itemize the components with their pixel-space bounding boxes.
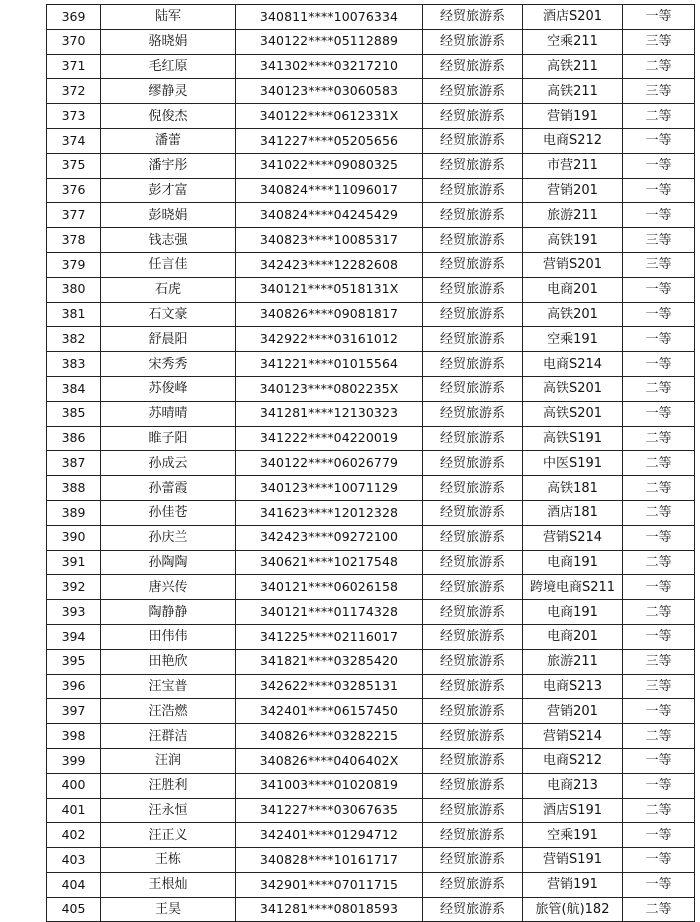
award-grade-cell: 一等 [623, 848, 695, 873]
department-cell: 经贸旅游系 [423, 252, 523, 277]
class-name-cell: 营销191 [523, 104, 623, 129]
award-grade-cell: 一等 [623, 352, 695, 377]
department-cell: 经贸旅游系 [423, 228, 523, 253]
id-number-cell: 342401****06157450 [236, 699, 423, 724]
table-row [47, 252, 695, 277]
row-number-cell: 393 [47, 600, 101, 625]
department-cell: 经贸旅游系 [423, 376, 523, 401]
table-row [47, 128, 695, 153]
class-name-cell: 高铁181 [523, 476, 623, 501]
table-row [47, 302, 695, 327]
class-name-cell: 中医S191 [523, 451, 623, 476]
award-list-table-container [46, 4, 672, 922]
student-name-cell: 苏俊峰 [101, 376, 236, 401]
id-number-cell: 341022****09080325 [236, 153, 423, 178]
student-name-cell: 潘蕾 [101, 128, 236, 153]
student-name-cell: 田艳欣 [101, 649, 236, 674]
id-number-cell: 340121****0518131X [236, 277, 423, 302]
class-name-cell: 酒店S201 [523, 5, 623, 30]
id-number-cell: 340826****09081817 [236, 302, 423, 327]
class-name-cell: 空乘191 [523, 823, 623, 848]
award-grade-cell: 二等 [623, 426, 695, 451]
table-row [47, 476, 695, 501]
award-grade-cell: 三等 [623, 649, 695, 674]
row-number-cell: 372 [47, 79, 101, 104]
student-name-cell: 汪润 [101, 748, 236, 773]
award-grade-cell: 一等 [623, 178, 695, 203]
table-row [47, 674, 695, 699]
department-cell: 经贸旅游系 [423, 748, 523, 773]
table-row [47, 327, 695, 352]
student-name-cell: 任言佳 [101, 252, 236, 277]
table-row [47, 54, 695, 79]
award-grade-cell: 二等 [623, 54, 695, 79]
table-row [47, 748, 695, 773]
table-row [47, 277, 695, 302]
id-number-cell: 341227****03067635 [236, 798, 423, 823]
table-row [47, 848, 695, 873]
table-row [47, 376, 695, 401]
award-grade-cell: 一等 [623, 153, 695, 178]
class-name-cell: 电商201 [523, 277, 623, 302]
student-name-cell: 汪群洁 [101, 724, 236, 749]
id-number-cell: 341221****01015564 [236, 352, 423, 377]
id-number-cell: 340123****10071129 [236, 476, 423, 501]
id-number-cell: 341003****01020819 [236, 773, 423, 798]
department-cell: 经贸旅游系 [423, 352, 523, 377]
student-name-cell: 舒晨阳 [101, 327, 236, 352]
class-name-cell: 电商S212 [523, 748, 623, 773]
class-name-cell: 空乘191 [523, 327, 623, 352]
row-number-cell: 396 [47, 674, 101, 699]
award-grade-cell: 二等 [623, 724, 695, 749]
id-number-cell: 340123****0802235X [236, 376, 423, 401]
class-name-cell: 跨境电商S211 [523, 575, 623, 600]
award-grade-cell: 二等 [623, 550, 695, 575]
department-cell: 经贸旅游系 [423, 649, 523, 674]
student-name-cell: 倪俊杰 [101, 104, 236, 129]
class-name-cell: 旅管(航)182 [523, 897, 623, 922]
row-number-cell: 374 [47, 128, 101, 153]
class-name-cell: 高铁S201 [523, 376, 623, 401]
row-number-cell: 389 [47, 500, 101, 525]
row-number-cell: 402 [47, 823, 101, 848]
award-grade-cell: 三等 [623, 79, 695, 104]
row-number-cell: 378 [47, 228, 101, 253]
row-number-cell: 382 [47, 327, 101, 352]
student-name-cell: 汪宝普 [101, 674, 236, 699]
table-row [47, 823, 695, 848]
class-name-cell: 营销S214 [523, 525, 623, 550]
award-grade-cell: 一等 [623, 203, 695, 228]
table-row [47, 178, 695, 203]
student-name-cell: 宋秀秀 [101, 352, 236, 377]
department-cell: 经贸旅游系 [423, 674, 523, 699]
id-number-cell: 341222****04220019 [236, 426, 423, 451]
row-number-cell: 404 [47, 872, 101, 897]
student-name-cell: 睢子阳 [101, 426, 236, 451]
award-grade-cell: 二等 [623, 600, 695, 625]
class-name-cell: 空乘211 [523, 29, 623, 54]
id-number-cell: 340122****05112889 [236, 29, 423, 54]
department-cell: 经贸旅游系 [423, 29, 523, 54]
department-cell: 经贸旅游系 [423, 203, 523, 228]
student-name-cell: 唐兴传 [101, 575, 236, 600]
department-cell: 经贸旅游系 [423, 277, 523, 302]
student-name-cell: 骆晓娟 [101, 29, 236, 54]
table-row [47, 500, 695, 525]
row-number-cell: 401 [47, 798, 101, 823]
id-number-cell: 342401****01294712 [236, 823, 423, 848]
class-name-cell: 高铁201 [523, 302, 623, 327]
class-name-cell: 电商213 [523, 773, 623, 798]
award-grade-cell: 一等 [623, 823, 695, 848]
row-number-cell: 384 [47, 376, 101, 401]
row-number-cell: 373 [47, 104, 101, 129]
row-number-cell: 370 [47, 29, 101, 54]
table-row [47, 352, 695, 377]
table-row [47, 29, 695, 54]
row-number-cell: 398 [47, 724, 101, 749]
class-name-cell: 高铁S191 [523, 426, 623, 451]
department-cell: 经贸旅游系 [423, 302, 523, 327]
department-cell: 经贸旅游系 [423, 79, 523, 104]
class-name-cell: 旅游211 [523, 649, 623, 674]
department-cell: 经贸旅游系 [423, 575, 523, 600]
department-cell: 经贸旅游系 [423, 54, 523, 79]
class-name-cell: 电商191 [523, 600, 623, 625]
row-number-cell: 388 [47, 476, 101, 501]
class-name-cell: 酒店181 [523, 500, 623, 525]
department-cell: 经贸旅游系 [423, 525, 523, 550]
award-grade-cell: 一等 [623, 748, 695, 773]
table-row [47, 104, 695, 129]
award-grade-cell: 二等 [623, 104, 695, 129]
id-number-cell: 340828****10161717 [236, 848, 423, 873]
student-name-cell: 王昊 [101, 897, 236, 922]
id-number-cell: 340123****03060583 [236, 79, 423, 104]
department-cell: 经贸旅游系 [423, 153, 523, 178]
award-grade-cell: 二等 [623, 451, 695, 476]
class-name-cell: 高铁211 [523, 54, 623, 79]
award-list-table [46, 4, 695, 922]
award-grade-cell: 二等 [623, 897, 695, 922]
row-number-cell: 371 [47, 54, 101, 79]
row-number-cell: 376 [47, 178, 101, 203]
table-row [47, 5, 695, 30]
department-cell: 经贸旅游系 [423, 178, 523, 203]
department-cell: 经贸旅游系 [423, 699, 523, 724]
id-number-cell: 340824****04245429 [236, 203, 423, 228]
table-row [47, 798, 695, 823]
student-name-cell: 苏晴晴 [101, 401, 236, 426]
student-name-cell: 汪永恒 [101, 798, 236, 823]
department-cell: 经贸旅游系 [423, 426, 523, 451]
class-name-cell: 市营211 [523, 153, 623, 178]
id-number-cell: 341281****12130323 [236, 401, 423, 426]
row-number-cell: 369 [47, 5, 101, 30]
row-number-cell: 381 [47, 302, 101, 327]
id-number-cell: 342901****07011715 [236, 872, 423, 897]
award-grade-cell: 一等 [623, 277, 695, 302]
student-name-cell: 彭才富 [101, 178, 236, 203]
class-name-cell: 电商201 [523, 624, 623, 649]
award-grade-cell: 一等 [623, 699, 695, 724]
student-name-cell: 彭晓娟 [101, 203, 236, 228]
student-name-cell: 汪浩燃 [101, 699, 236, 724]
student-name-cell: 陶静静 [101, 600, 236, 625]
id-number-cell: 340121****01174328 [236, 600, 423, 625]
table-row [47, 203, 695, 228]
student-name-cell: 孙庆兰 [101, 525, 236, 550]
class-name-cell: 营销191 [523, 872, 623, 897]
class-name-cell: 电商S214 [523, 352, 623, 377]
row-number-cell: 392 [47, 575, 101, 600]
student-name-cell: 石虎 [101, 277, 236, 302]
student-name-cell: 潘宇彤 [101, 153, 236, 178]
award-grade-cell: 三等 [623, 228, 695, 253]
award-grade-cell: 三等 [623, 674, 695, 699]
class-name-cell: 营销201 [523, 178, 623, 203]
student-name-cell: 孙成云 [101, 451, 236, 476]
table-row [47, 401, 695, 426]
row-number-cell: 386 [47, 426, 101, 451]
student-name-cell: 汪胜利 [101, 773, 236, 798]
department-cell: 经贸旅游系 [423, 476, 523, 501]
table-row [47, 773, 695, 798]
class-name-cell: 高铁191 [523, 228, 623, 253]
table-row [47, 525, 695, 550]
award-grade-cell: 三等 [623, 252, 695, 277]
row-number-cell: 379 [47, 252, 101, 277]
department-cell: 经贸旅游系 [423, 773, 523, 798]
table-row [47, 624, 695, 649]
department-cell: 经贸旅游系 [423, 897, 523, 922]
class-name-cell: 营销201 [523, 699, 623, 724]
class-name-cell: 电商191 [523, 550, 623, 575]
student-name-cell: 汪正义 [101, 823, 236, 848]
department-cell: 经贸旅游系 [423, 5, 523, 30]
id-number-cell: 341821****03285420 [236, 649, 423, 674]
row-number-cell: 380 [47, 277, 101, 302]
student-name-cell: 石文豪 [101, 302, 236, 327]
class-name-cell: 营销S214 [523, 724, 623, 749]
row-number-cell: 405 [47, 897, 101, 922]
table-row [47, 600, 695, 625]
table-row [47, 153, 695, 178]
class-name-cell: 电商S213 [523, 674, 623, 699]
student-name-cell: 王根灿 [101, 872, 236, 897]
id-number-cell: 340826****03282215 [236, 724, 423, 749]
row-number-cell: 394 [47, 624, 101, 649]
department-cell: 经贸旅游系 [423, 848, 523, 873]
student-name-cell: 缪静灵 [101, 79, 236, 104]
table-row [47, 575, 695, 600]
department-cell: 经贸旅游系 [423, 550, 523, 575]
row-number-cell: 403 [47, 848, 101, 873]
row-number-cell: 391 [47, 550, 101, 575]
class-name-cell: 酒店S191 [523, 798, 623, 823]
row-number-cell: 399 [47, 748, 101, 773]
award-grade-cell: 一等 [623, 525, 695, 550]
department-cell: 经贸旅游系 [423, 624, 523, 649]
department-cell: 经贸旅游系 [423, 724, 523, 749]
id-number-cell: 341281****08018593 [236, 897, 423, 922]
class-name-cell: 电商S212 [523, 128, 623, 153]
table-row [47, 228, 695, 253]
id-number-cell: 340823****10085317 [236, 228, 423, 253]
table-row [47, 451, 695, 476]
id-number-cell: 341302****03217210 [236, 54, 423, 79]
table-row [47, 872, 695, 897]
student-name-cell: 王栋 [101, 848, 236, 873]
department-cell: 经贸旅游系 [423, 104, 523, 129]
department-cell: 经贸旅游系 [423, 600, 523, 625]
table-row [47, 897, 695, 922]
row-number-cell: 397 [47, 699, 101, 724]
award-grade-cell: 二等 [623, 500, 695, 525]
class-name-cell: 旅游211 [523, 203, 623, 228]
row-number-cell: 400 [47, 773, 101, 798]
row-number-cell: 377 [47, 203, 101, 228]
student-name-cell: 孙佳苍 [101, 500, 236, 525]
department-cell: 经贸旅游系 [423, 872, 523, 897]
class-name-cell: 营销S191 [523, 848, 623, 873]
award-grade-cell: 一等 [623, 128, 695, 153]
id-number-cell: 341623****12012328 [236, 500, 423, 525]
id-number-cell: 340824****11096017 [236, 178, 423, 203]
department-cell: 经贸旅游系 [423, 401, 523, 426]
table-row [47, 649, 695, 674]
student-name-cell: 孙陶陶 [101, 550, 236, 575]
id-number-cell: 341225****02116017 [236, 624, 423, 649]
award-grade-cell: 一等 [623, 624, 695, 649]
department-cell: 经贸旅游系 [423, 451, 523, 476]
id-number-cell: 340826****0406402X [236, 748, 423, 773]
department-cell: 经贸旅游系 [423, 327, 523, 352]
id-number-cell: 342423****12282608 [236, 252, 423, 277]
id-number-cell: 340811****10076334 [236, 5, 423, 30]
row-number-cell: 375 [47, 153, 101, 178]
table-row [47, 550, 695, 575]
id-number-cell: 341227****05205656 [236, 128, 423, 153]
student-name-cell: 陆军 [101, 5, 236, 30]
department-cell: 经贸旅游系 [423, 128, 523, 153]
class-name-cell: 高铁S201 [523, 401, 623, 426]
award-grade-cell: 一等 [623, 773, 695, 798]
table-row [47, 724, 695, 749]
award-grade-cell: 二等 [623, 798, 695, 823]
award-grade-cell: 二等 [623, 376, 695, 401]
class-name-cell: 营销S201 [523, 252, 623, 277]
row-number-cell: 383 [47, 352, 101, 377]
id-number-cell: 340122****0612331X [236, 104, 423, 129]
award-grade-cell: 二等 [623, 476, 695, 501]
table-body [47, 5, 695, 922]
row-number-cell: 385 [47, 401, 101, 426]
award-grade-cell: 一等 [623, 401, 695, 426]
row-number-cell: 387 [47, 451, 101, 476]
award-grade-cell: 一等 [623, 327, 695, 352]
table-row [47, 699, 695, 724]
award-grade-cell: 三等 [623, 29, 695, 54]
department-cell: 经贸旅游系 [423, 823, 523, 848]
id-number-cell: 340621****10217548 [236, 550, 423, 575]
row-number-cell: 390 [47, 525, 101, 550]
award-grade-cell: 一等 [623, 872, 695, 897]
class-name-cell: 高铁211 [523, 79, 623, 104]
id-number-cell: 342423****09272100 [236, 525, 423, 550]
department-cell: 经贸旅游系 [423, 500, 523, 525]
award-grade-cell: 一等 [623, 5, 695, 30]
table-row [47, 426, 695, 451]
student-name-cell: 毛红原 [101, 54, 236, 79]
student-name-cell: 钱志强 [101, 228, 236, 253]
department-cell: 经贸旅游系 [423, 798, 523, 823]
id-number-cell: 340122****06026779 [236, 451, 423, 476]
award-grade-cell: 一等 [623, 302, 695, 327]
student-name-cell: 田伟伟 [101, 624, 236, 649]
student-name-cell: 孙蕾霞 [101, 476, 236, 501]
table-row [47, 79, 695, 104]
id-number-cell: 342922****03161012 [236, 327, 423, 352]
award-grade-cell: 一等 [623, 575, 695, 600]
row-number-cell: 395 [47, 649, 101, 674]
id-number-cell: 342622****03285131 [236, 674, 423, 699]
id-number-cell: 340121****06026158 [236, 575, 423, 600]
